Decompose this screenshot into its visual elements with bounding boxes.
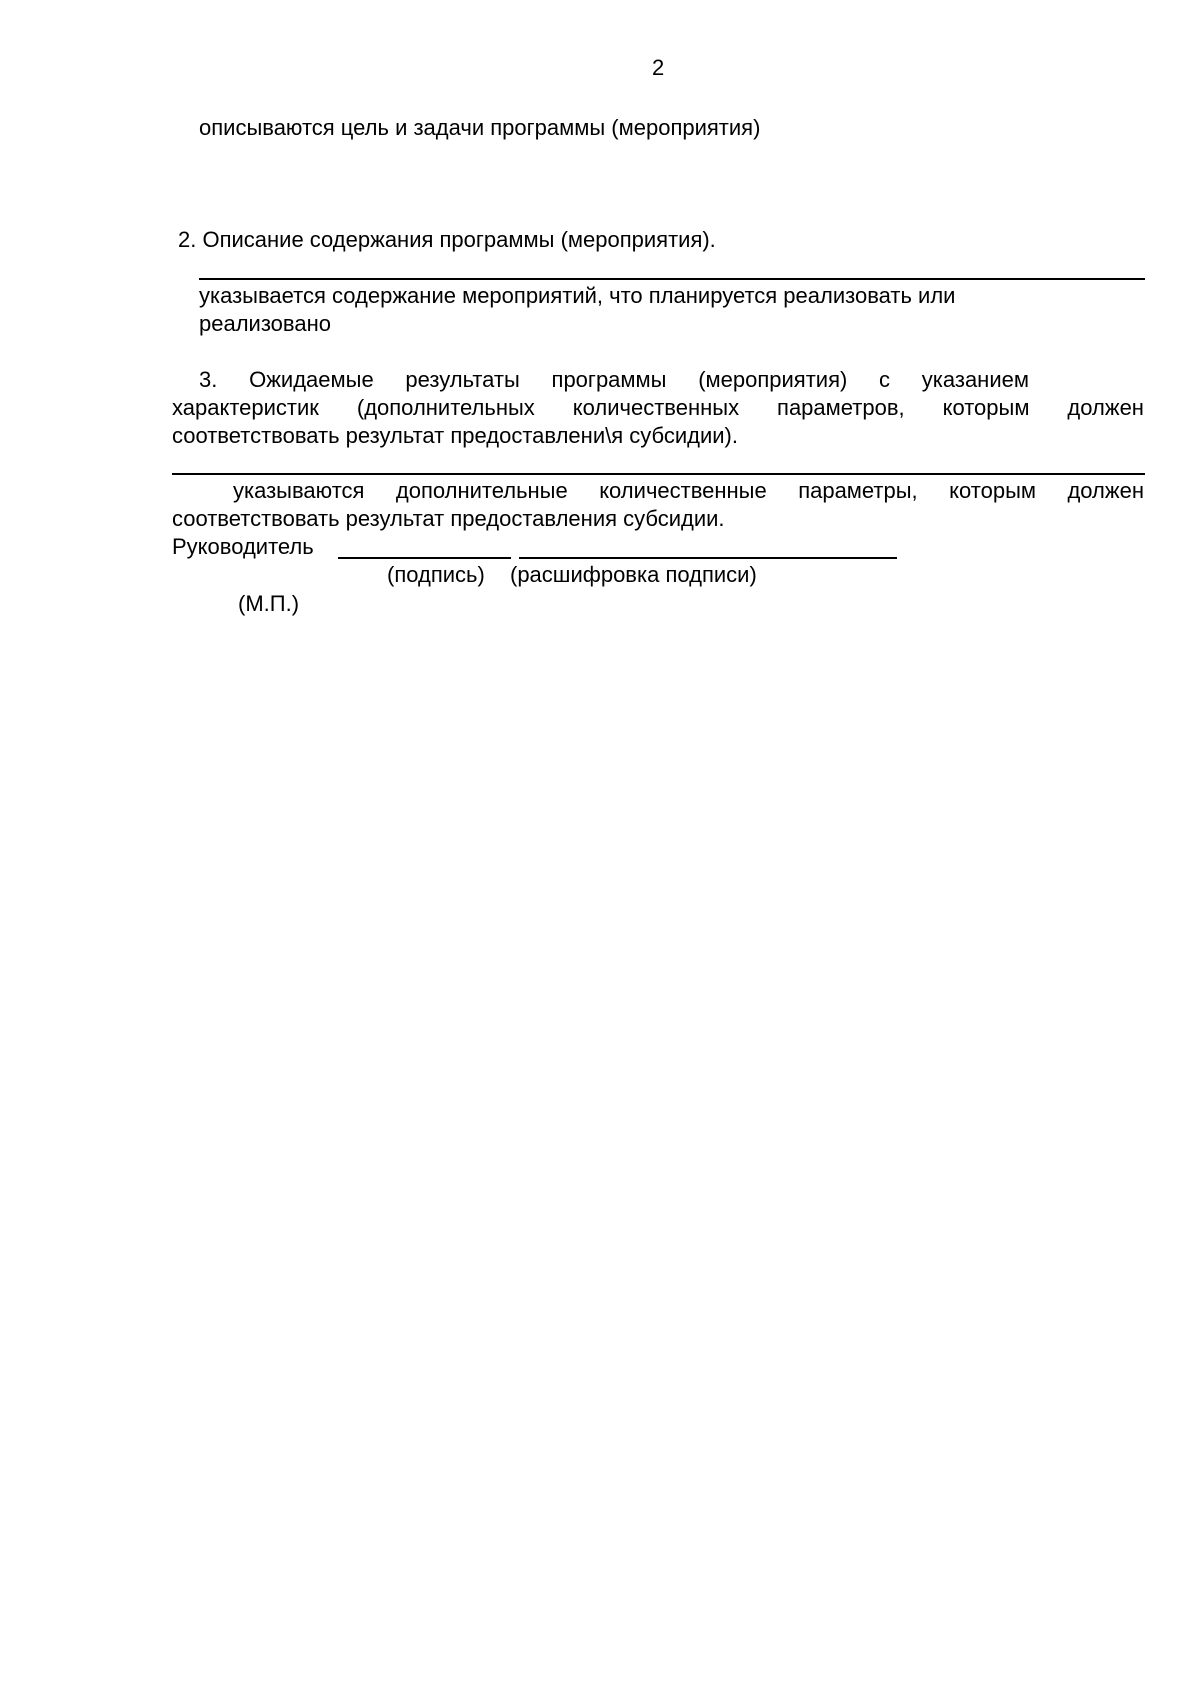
section2-hint-line1: указывается содержание мероприятий, что планируется реализовать или [199,283,956,308]
stamp-label: (М.П.) [238,591,300,616]
signature-decoding-caption: (расшифровка подписи) [510,562,757,587]
section2-hint-line2: реализовано [199,311,331,336]
section3-heading-line1 [199,366,1029,394]
section3-heading-word: количественных [572,395,740,420]
section3-heading-line2 [172,394,1144,422]
signature-line[interactable] [338,557,511,559]
section3-heading-word: программы [551,367,667,392]
section3-heading-word: (дополнительных [356,395,535,420]
section3-heading-word: результаты [405,367,520,392]
section3-heading-word: указанием [921,367,1029,392]
section3-hint-word: которым [949,478,1037,503]
section3-heading-line3: соответствовать результат предоставлени\я субсидии). [172,423,738,448]
section1-hint: описываются цель и задачи программы (мероприятия) [199,115,761,140]
section3-heading-word: характеристик [172,395,319,420]
section3-heading-word: (мероприятия) [698,367,848,392]
section2-fill-line [199,278,1145,280]
section3-hint-word: дополнительные [395,478,568,503]
section2-heading: 2. Описание содержания программы (мероприятия). [178,227,716,252]
section3-heading-word: должен [1067,395,1144,420]
signature-decoding-line[interactable] [519,557,897,559]
section3-hint-word: параметры, [798,478,918,503]
section3-heading-word: параметров, [777,395,905,420]
section3-hint-line1 [233,477,1144,505]
section3-heading-word: 3. [199,367,218,392]
signature-label: Руководитель [172,534,314,559]
section3-hint-word: должен [1067,478,1144,503]
section3-heading-word: которым [942,395,1030,420]
signature-caption: (подпись) [387,562,485,587]
section3-heading-word: с [879,367,891,392]
section3-hint-line2: соответствовать результат предоставления субсидии. [172,506,725,531]
section3-fill-line [172,473,1145,475]
section3-hint-word: указываются [233,478,365,503]
page-number: 2 [652,55,665,80]
section3-heading-word: Ожидаемые [249,367,374,392]
section3-hint-word: количественные [599,478,767,503]
